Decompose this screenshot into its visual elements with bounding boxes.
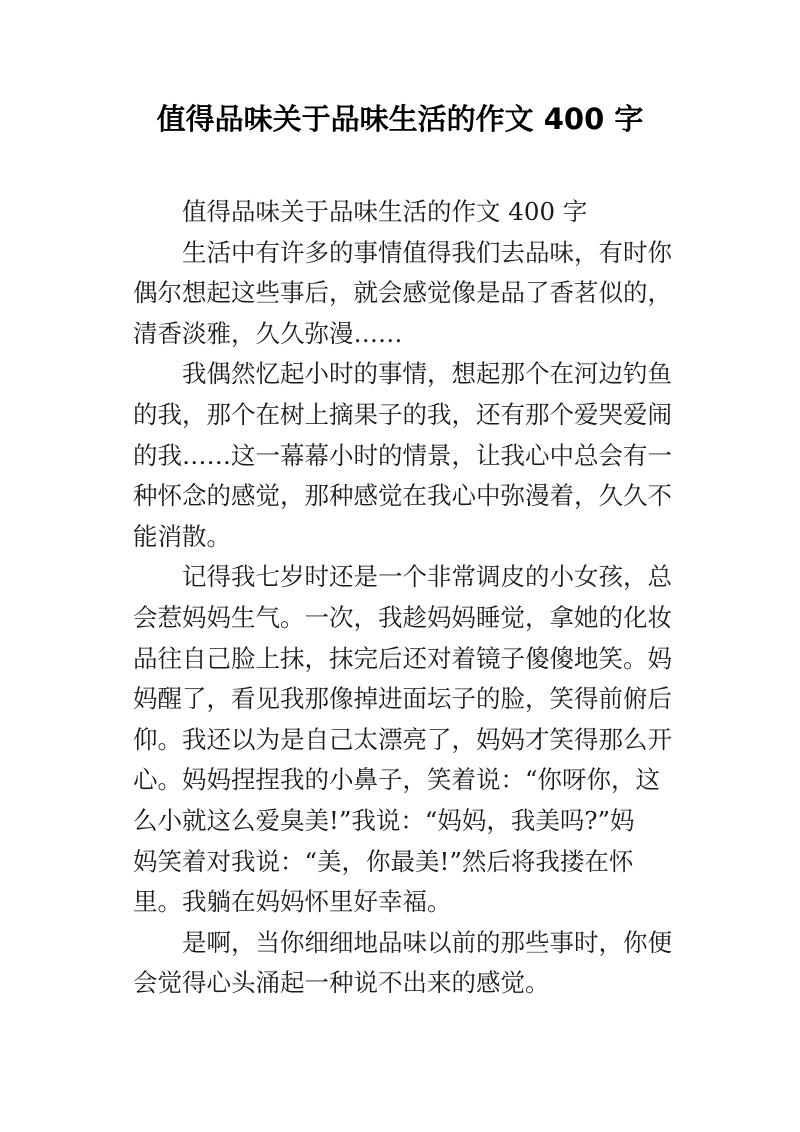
text-line: 品往自己脸上抹，抹完后还对着镜子傻傻地笑。妈 (133, 643, 672, 673)
text-line: 妈醒了，看见我那像掉进面坛子的脸，笑得前俯后 (133, 684, 672, 714)
text-line: 里。我躺在妈妈怀里好幸福。 (133, 887, 452, 917)
document-body (133, 192, 673, 1004)
text-line: 偶尔想起这些事后，就会感觉像是品了香茗似的， (133, 278, 672, 308)
text-line: 我偶然忆起小时的事情，想起那个在河边钓鱼 (182, 359, 672, 389)
paragraph-subtitle (133, 192, 673, 233)
paragraph-childhood-memories (133, 354, 673, 557)
text-line: 么小就这么爱臭美!”我说：“妈妈，我美吗?”妈 (133, 805, 635, 835)
text-line: 清香淡雅，久久弥漫…… (133, 318, 403, 348)
text-line: 是啊，当你细细地品味以前的那些事时，你便 (182, 927, 672, 957)
text-line: 心。妈妈捏捏我的小鼻子，笑着说：“你呀你，这 (133, 765, 661, 795)
text-line: 记得我七岁时还是一个非常调皮的小女孩，总 (182, 562, 672, 592)
text-line: 的我……这一幕幕小时的情景，让我心中总会有一 (133, 440, 672, 470)
text-line: 仰。我还以为是自己太漂亮了，妈妈才笑得那么开 (133, 724, 672, 754)
paragraph-makeup-story (133, 557, 673, 922)
text-line: 值得品味关于品味生活的作文 400 字 (182, 197, 588, 226)
text-line: 生活中有许多的事情值得我们去品味，有时你 (182, 237, 672, 267)
text-line: 会惹妈妈生气。一次，我趁妈妈睡觉，拿她的化妆 (133, 602, 672, 632)
text-line: 会觉得心头涌起一种说不出来的感觉。 (133, 968, 550, 998)
text-line: 妈笑着对我说：“美，你最美!”然后将我搂在怀 (133, 846, 634, 876)
text-line: 的我，那个在树上摘果子的我，还有那个爱哭爱闹 (133, 399, 672, 429)
paragraph-intro (133, 233, 673, 355)
page-title: 值得品味关于品味生活的作文 400 字 (156, 102, 644, 136)
text-line: 种怀念的感觉，那种感觉在我心中弥漫着，久久不 (133, 481, 672, 511)
text-line: 能消散。 (133, 521, 231, 551)
paragraph-conclusion (133, 923, 673, 1004)
